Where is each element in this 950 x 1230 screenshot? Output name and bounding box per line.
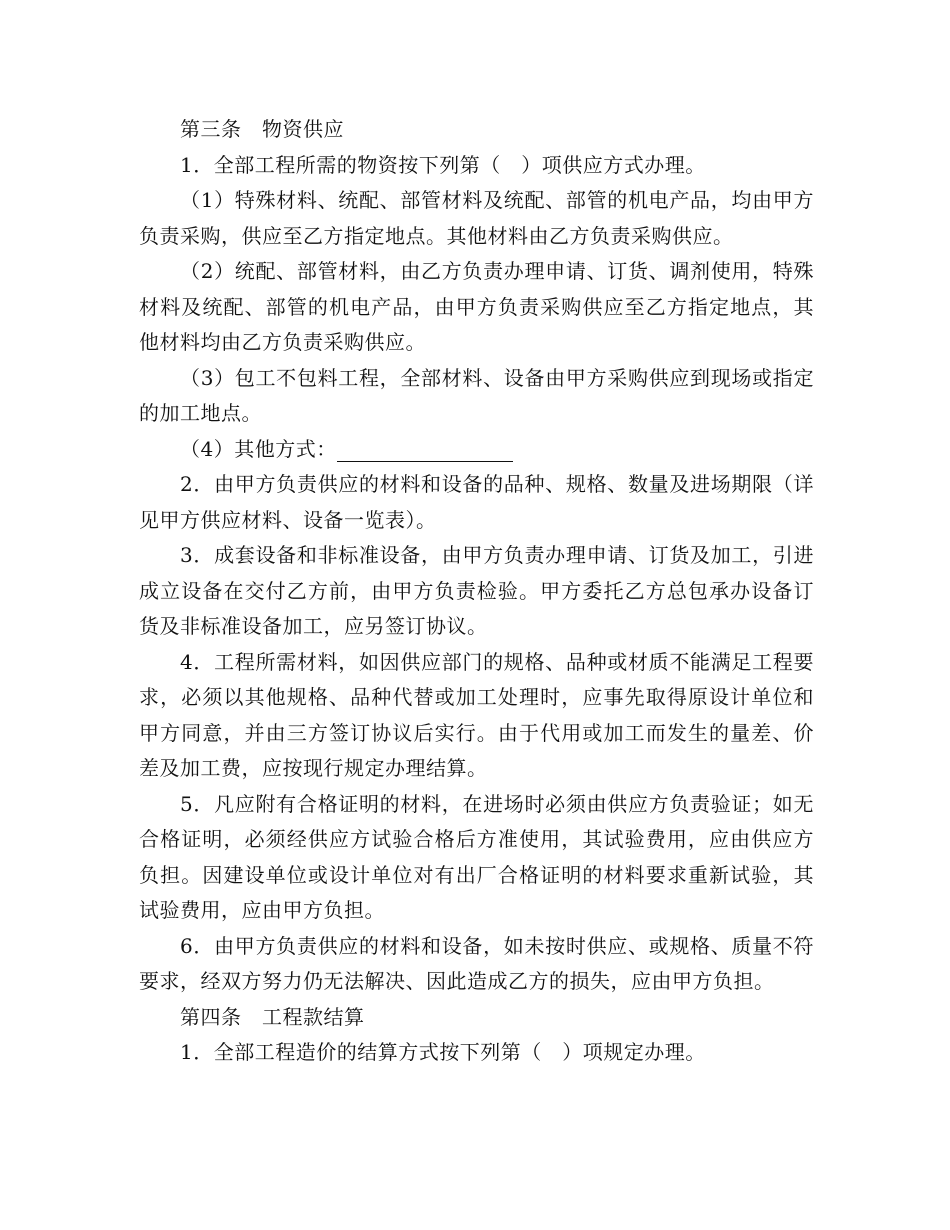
article-3-heading: 第三条 物资供应 [180,117,344,141]
article-3-clause-4: 4．工程所需材料，如因供应部门的规格、品种或材质不能满足工程要求，必须以其他规格、品种代替或加工处理时，应事先取得原设计单位和甲方同意，并由三方签订协议后实行。由于代用或加工而发生的量差、价差及加工费，应按现行规定办理结算。 [139,649,814,780]
article-3-option-4 [139,432,814,468]
article-4-clause-1: 1．全部工程造价的结算方式按下列第（ ）项规定办理。 [180,1040,706,1064]
article-3-clause-3: 3．成套设备和非标准设备，由甲方负责办理申请、订货及加工，引进成立设备在交付乙方前，由甲方负责检验。甲方委托乙方总包承办设备订货及非标准设备加工，应另签订协议。 [139,543,814,638]
article-3-clause-5: 5．凡应附有合格证明的材料，在进场时必须由供应方负责验证；如无合格证明，必须经供应方试验合格后方准使用，其试验费用，应由供应方负担。因建设单位或设计单位对有出厂合格证明的材料要求重新试验，其试验费用，应由甲方负担。 [139,791,814,922]
option-4-label: （4）其他方式： [180,436,337,461]
article-4-heading: 第四条 工程款结算 [180,1004,365,1029]
article-3-clause-2: 2．由甲方负责供应的材料和设备的品种、规格、数量及进场期限（详见甲方供应材料、设备一览表）。 [139,472,814,532]
article-3-option-1: （1）特殊材料、统配、部管材料及统配、部管的机电产品，均由甲方负责采购，供应至乙方指定地点。其他材料由乙方负责采购供应。 [139,188,814,248]
document-body [139,112,814,1071]
fill-in-blank[interactable] [337,439,513,462]
article-3-clause-6: 6．由甲方负责供应的材料和设备，如未按时供应、或规格、质量不符要求，经双方努力仍无法解决、因此造成乙方的损失，应由甲方负担。 [139,933,814,993]
article-3-option-3: （3）包工不包料工程，全部材料、设备由甲方采购供应到现场或指定的加工地点。 [139,365,814,425]
article-3-option-2: （2）统配、部管材料，由乙方负责办理申请、订货、调剂使用，特殊材料及统配、部管的机电产品，由甲方负责采购供应至乙方指定地点，其他材料均由乙方负责采购供应。 [139,259,814,354]
article-3-clause-1: 1．全部工程所需的物资按下列第（ ）项供应方式办理。 [180,152,706,177]
